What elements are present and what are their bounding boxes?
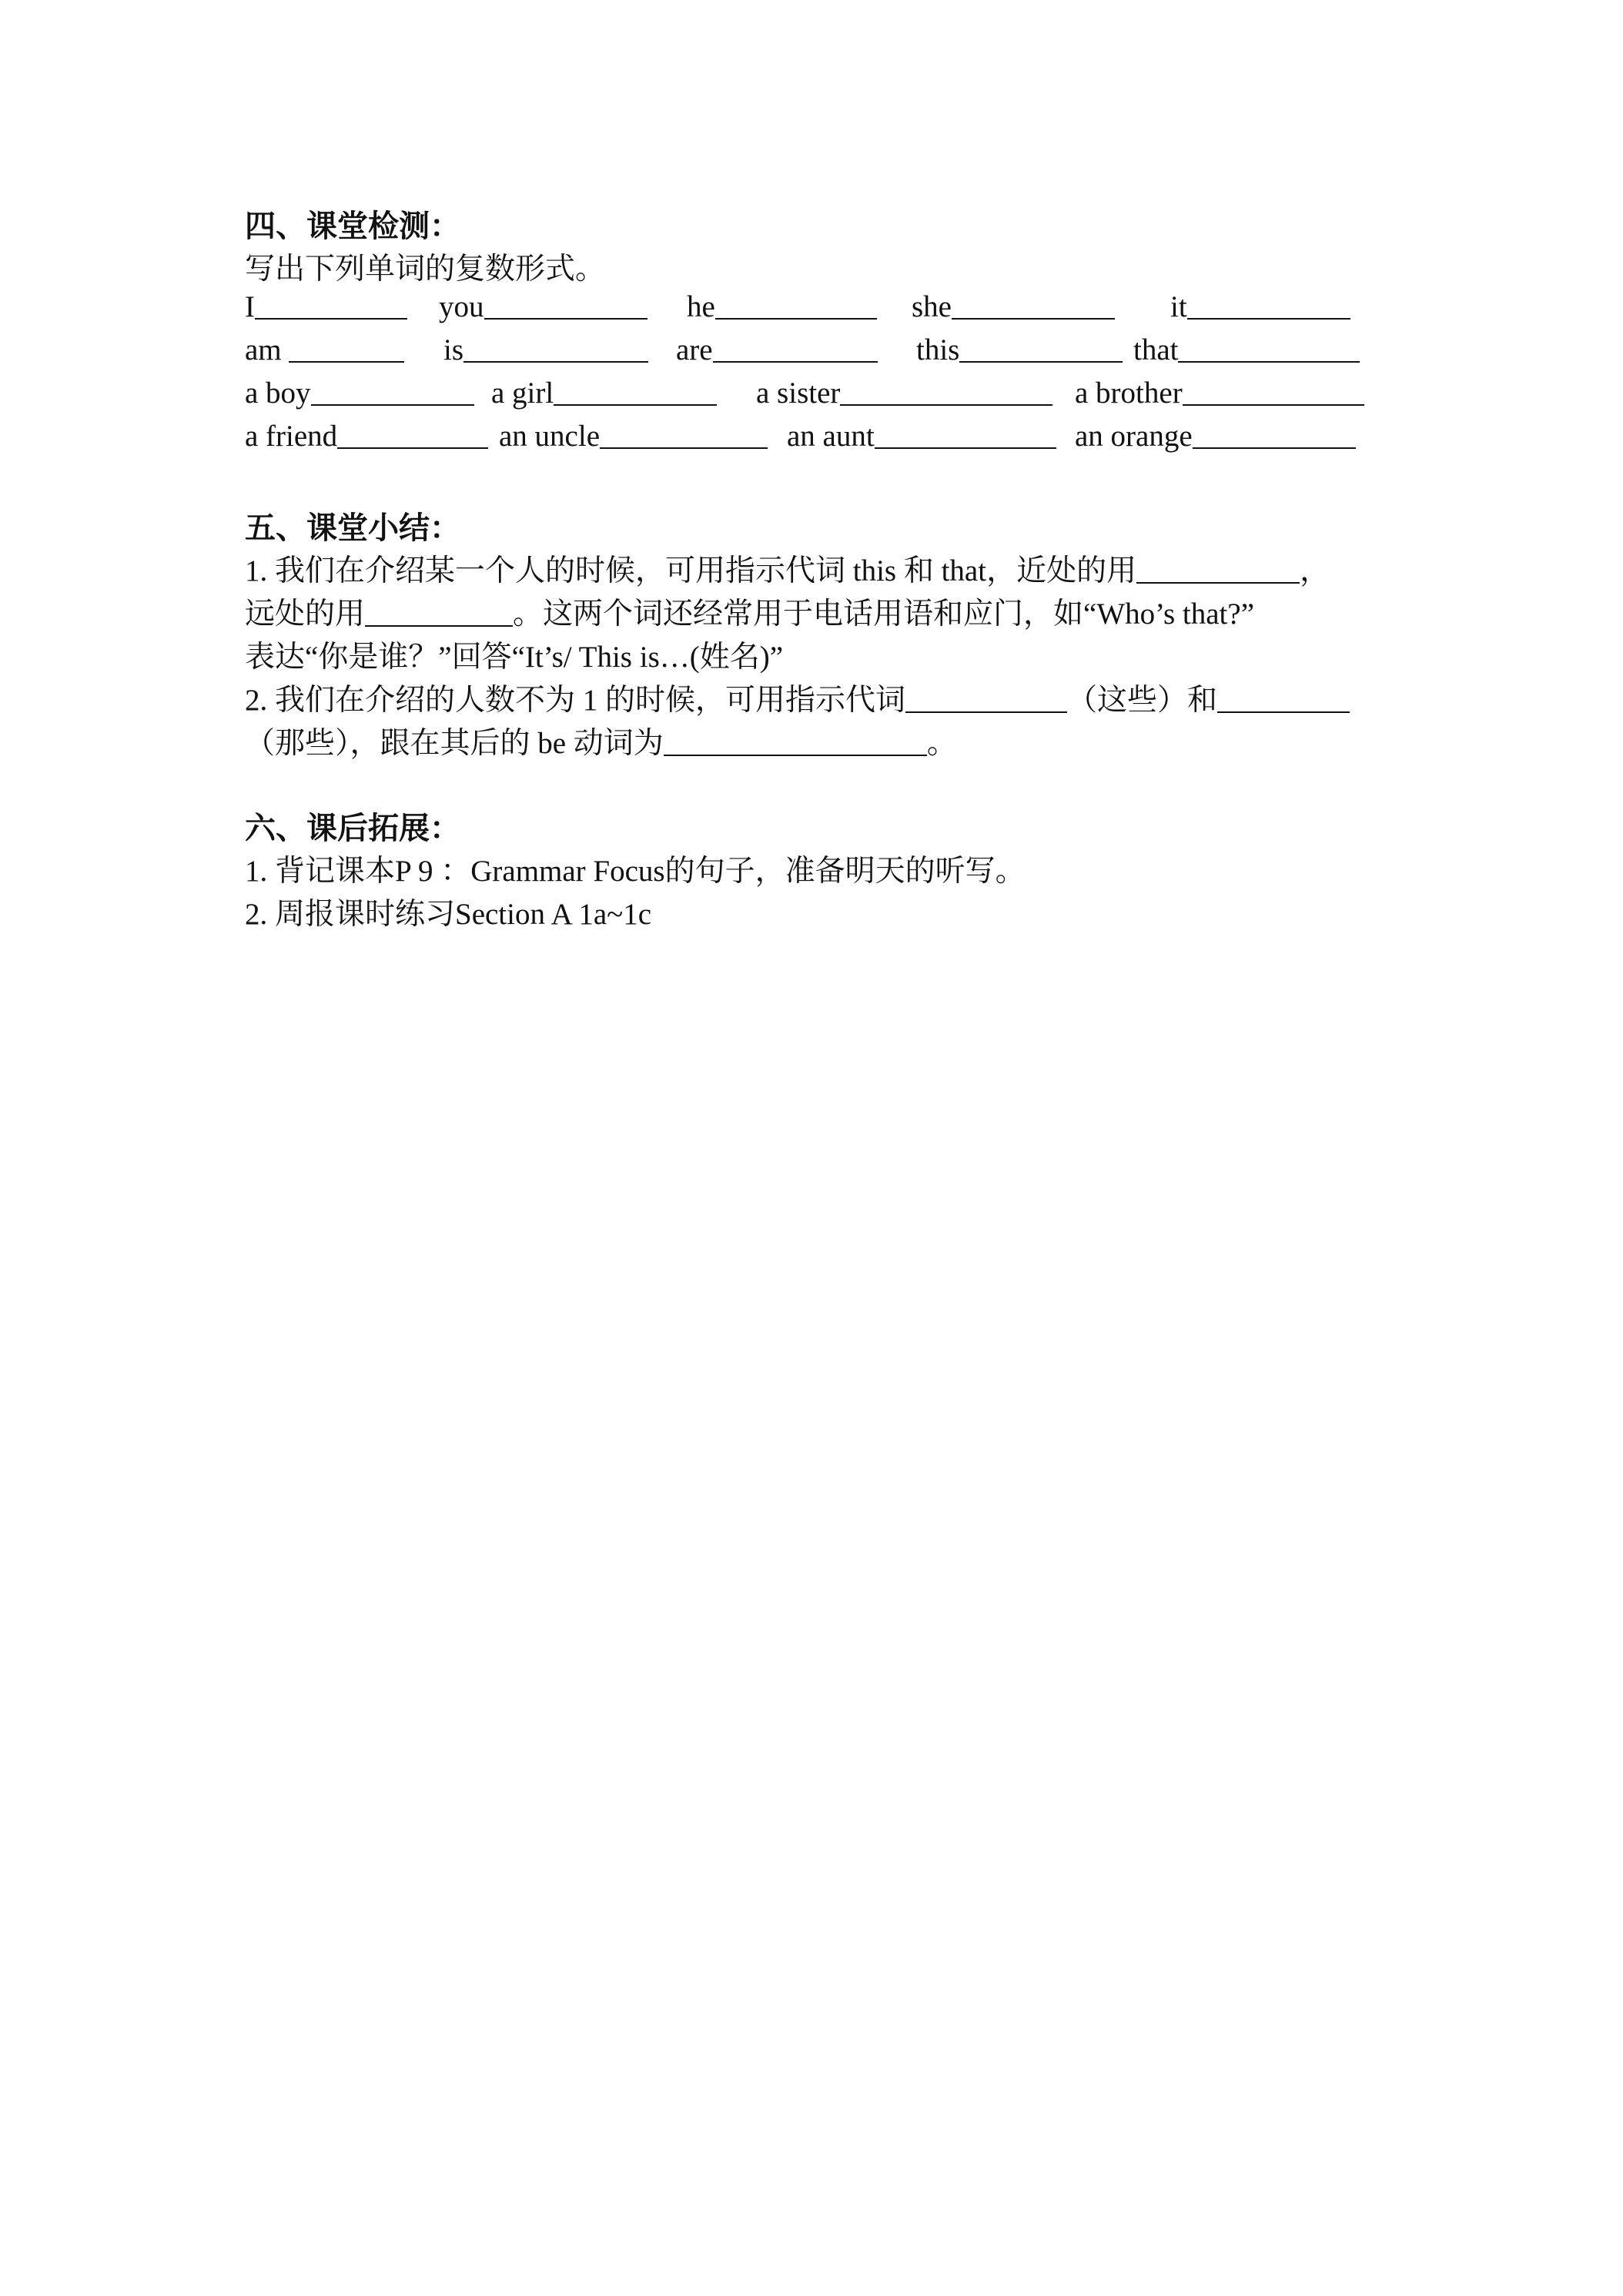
word-item: I [245, 290, 407, 324]
word-item: a sister [756, 376, 1052, 410]
summary-item-2-line-1: 2. 我们在介绍的人数不为 1 的时候，可用指示代词 （这些）和 [245, 676, 1350, 719]
answer-blank[interactable] [289, 336, 404, 363]
answer-blank[interactable] [463, 336, 648, 363]
answer-blank[interactable] [1187, 293, 1350, 320]
homework-item-2: 2. 周报课时练习Section A 1a~1c [245, 898, 652, 931]
word-item: a girl [491, 376, 717, 410]
section-4-instruction: 写出下列单词的复数形式。 [245, 253, 606, 286]
word-row-4 [245, 419, 1384, 457]
word-item: an orange [1075, 419, 1356, 454]
homework-item-1: 1. 背记课本P 9 ：Grammar Focus的句子，准备明天的听写。 [245, 855, 1026, 888]
answer-blank[interactable] [337, 423, 488, 449]
word-item: an uncle [499, 419, 768, 454]
word-item: is [443, 333, 648, 367]
answer-blank[interactable] [484, 293, 648, 320]
summary-item-1-line-3: 表达“你是谁？”回答“It’s/ This is…(姓名)” [245, 641, 784, 674]
word-item: she [912, 290, 1115, 324]
answer-blank[interactable] [365, 601, 513, 627]
answer-blank[interactable] [1136, 557, 1300, 584]
word-item: a friend [245, 419, 488, 454]
answer-blank[interactable] [600, 423, 768, 449]
word-item: are [676, 333, 878, 367]
answer-blank[interactable] [255, 293, 407, 320]
section-6-heading: 六、课后拓展： [245, 811, 460, 845]
answer-blank[interactable] [1178, 336, 1360, 363]
word-item: this [916, 333, 1123, 367]
word-item: a brother [1075, 376, 1364, 410]
word-item: you [439, 290, 648, 324]
answer-blank[interactable] [959, 336, 1123, 363]
summary-item-1-line-1: 1. 我们在介绍某一个人的时候，可用指示代词 this 和 that，近处的用 ， [245, 554, 1330, 587]
word-item: it [1170, 290, 1350, 324]
word-row-2 [245, 333, 1384, 371]
section-4-heading: 四、课堂检测： [245, 209, 460, 243]
word-item: he [687, 290, 877, 324]
word-item: an aunt [787, 419, 1056, 454]
word-row-3 [245, 376, 1384, 414]
summary-item-2-line-2: （那些），跟在其后的 be 动词为 。 [245, 727, 957, 760]
answer-blank[interactable] [664, 730, 927, 756]
answer-blank[interactable] [875, 423, 1056, 449]
word-item: that [1133, 333, 1360, 367]
answer-blank[interactable] [952, 293, 1115, 320]
answer-blank[interactable] [1183, 380, 1364, 406]
answer-blank[interactable] [905, 687, 1067, 713]
word-item: am [245, 333, 404, 367]
answer-blank[interactable] [554, 380, 717, 406]
answer-blank[interactable] [1193, 423, 1356, 449]
answer-blank[interactable] [1217, 687, 1350, 713]
answer-blank[interactable] [840, 380, 1052, 406]
word-row-1 [245, 290, 1384, 328]
word-item: a boy [245, 376, 474, 410]
answer-blank[interactable] [713, 336, 878, 363]
answer-blank[interactable] [715, 293, 877, 320]
summary-item-1-line-2: 远处的用 。这两个词还经常用于电话用语和应门，如“Who’s that?” [245, 597, 1255, 631]
answer-blank[interactable] [311, 380, 474, 406]
section-5-heading: 五、课堂小结： [245, 510, 460, 545]
